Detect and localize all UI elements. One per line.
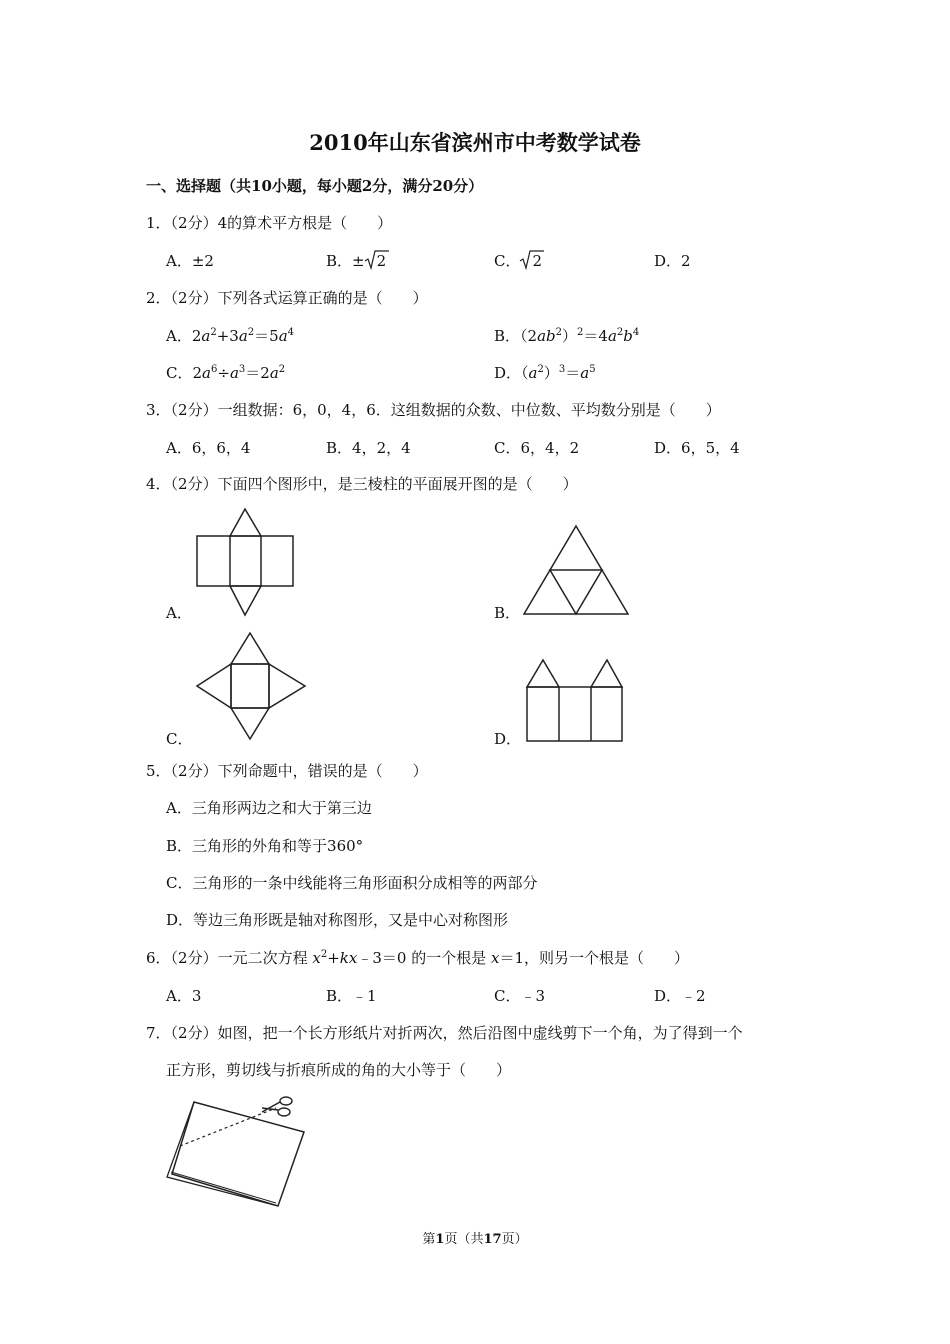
net-figure-a <box>196 508 296 618</box>
question-7-line-1: 7．（2分）如图，把一个长方形纸片对折两次，然后沿图中虚线剪下一个角，为了得到一个 <box>146 1024 743 1042</box>
question-4-stem: 4．（2分）下面四个图形中，是三棱柱的平面展开图的是（ ） <box>146 475 578 493</box>
q4-option-c: C． <box>166 730 193 748</box>
net-figure-d <box>526 659 626 743</box>
section-heading: 一、选择题（共10小题，每小题2分，满分20分） <box>146 177 484 195</box>
q4-option-a: A． <box>166 604 192 622</box>
page-title: 2010年山东省滨州市中考数学试卷 <box>309 130 641 155</box>
scissors-icon <box>262 1097 292 1116</box>
q5-option-d: D．等边三角形既是轴对称图形，又是中心对称图形 <box>166 911 509 929</box>
q2-option-d: D．$(a^2)^3=a^5$ <box>494 364 596 382</box>
q6-option-d: D．﹣2 <box>654 987 706 1005</box>
q6-option-c: C．﹣3 <box>494 987 546 1005</box>
q5-option-c: C．三角形的一条中线能将三角形面积分成相等的两部分 <box>166 874 538 892</box>
q1-option-c: C． 2 <box>494 250 542 271</box>
q3-option-b: B．4，2，4 <box>326 439 411 457</box>
question-3-stem: 3．（2分）一组数据：6，0，4，6．这组数据的众数、中位数、平均数分别是（ ） <box>146 401 721 419</box>
q2-option-a: A．$2a^2+3a^2=5a^4$ <box>166 327 295 345</box>
question-7-line-2: 正方形，剪切线与折痕所成的角的大小等于（ ） <box>166 1061 512 1079</box>
sqrt-symbol: 2 <box>365 252 387 270</box>
sqrt-symbol: 2 <box>520 252 542 270</box>
question-5-stem: 5．（2分）下列命题中，错误的是（ ） <box>146 762 428 780</box>
q3-option-c: C．6，4，2 <box>494 439 580 457</box>
q2-option-b: B．$(2ab^2)^2=4a^2b^4$ <box>494 327 640 345</box>
q2-option-c: C．$2a^6\div a^3=2a^2$ <box>166 364 286 382</box>
question-2-stem: 2．（2分）下列各式运算正确的是（ ） <box>146 289 428 307</box>
q5-option-b: B．三角形的外角和等于360° <box>166 837 364 855</box>
q6-option-a: A．3 <box>166 987 202 1005</box>
net-figure-c <box>196 632 308 742</box>
folded-paper-figure <box>166 1088 311 1210</box>
q6-option-b: B．﹣1 <box>326 987 377 1005</box>
page-footer: 第1页（共17页） <box>422 1232 528 1247</box>
q5-option-a: A．三角形两边之和大于第三边 <box>166 799 372 817</box>
question-1-stem: 1．（2分）4的算术平方根是（ ） <box>146 214 393 232</box>
q3-option-d: D．6，5，4 <box>654 439 740 457</box>
q1-option-a: A．±2 <box>166 252 214 270</box>
q1-option-d: D．2 <box>654 252 691 270</box>
q4-option-b: B． <box>494 604 521 622</box>
net-figure-b <box>523 525 633 617</box>
q4-option-d: D． <box>494 730 522 748</box>
q1-option-b: B．± 2 <box>326 250 386 271</box>
q3-option-a: A．6，6，4 <box>166 439 251 457</box>
question-6-stem: 6．（2分）一元二次方程 $x^2+kx﹣3=0$ 的一个根是 x＝1，则另一个根是（ ） <box>146 949 689 967</box>
